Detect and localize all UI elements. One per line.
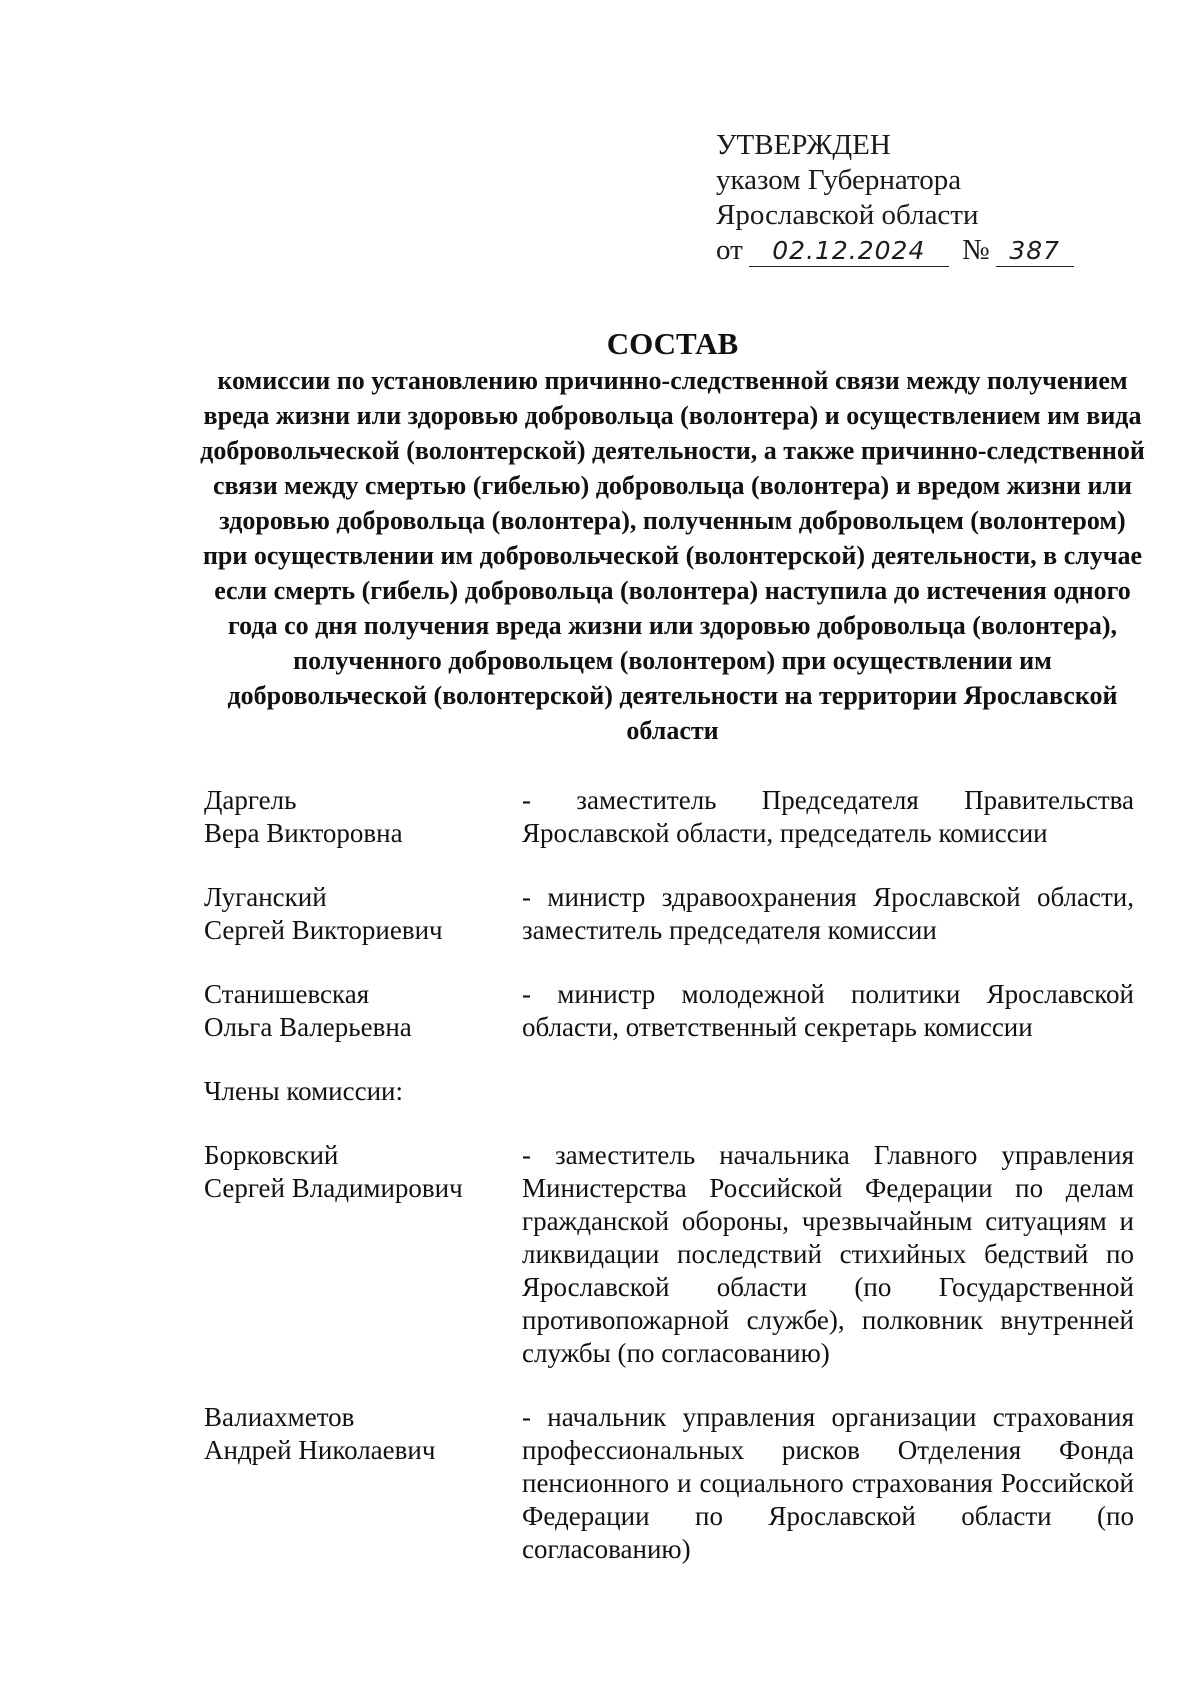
member-row [204,881,1134,947]
member-row [204,978,1134,1044]
member-given-name: Сергей Викториевич [204,915,443,945]
approval-region: Ярославской области [716,199,979,231]
handwritten-number: 387 [996,236,1074,267]
member-role: - министр молодежной политики Ярославской области, ответственный секретарь комиссии [522,979,1134,1042]
member-surname: Борковский [204,1140,339,1170]
member-name [204,978,522,1044]
member-role: - министр здравоохранения Ярославской области, заместитель председателя комиссии [522,882,1134,945]
number-sign: № [962,234,990,266]
member-surname: Луганский [204,882,327,912]
member-name [204,1139,522,1370]
member-name [204,881,522,947]
member-given-name: Андрей Николаевич [204,1435,436,1465]
approval-stamp [716,128,1074,268]
date-prefix: от [716,234,743,266]
member-role: - начальник управления организации страхования профессиональных рисков Отделения Фонда пенсионного и социального страхования Российской Федерации по Ярославской области (по согласованию) [522,1402,1134,1564]
document-title: СОСТАВ [606,326,739,361]
member-name [204,784,522,850]
member-row [204,1401,1134,1566]
commission-list [204,784,1134,1566]
handwritten-date: 02.12.2024 [749,236,949,267]
member-role: - заместитель Председателя Правительства Ярославской области, председатель комиссии [522,785,1134,848]
members-heading: Члены комиссии: [204,1076,403,1106]
document-subtitle: комиссии по установлению причинно-следственной связи между получением вреда жизни или здоровью добровольца (волонтера) и осуществлением им вида добровольческой (волонтерской) деятельности, а также причинно-следственной связи между смертью (гибелью) добровольца (волонтера) и вредом жизни или здоровью добровольца (волонтера), полученным добровольцем (волонтером) при осуществлении им добровольческой (волонтерской) деятельности, в случае если смерть (гибель) добровольца (волонтера) наступила до истечения одного года со дня получения вреда жизни или здоровью добровольца (волонтера), полученного добровольцем (волонтером) при осуществлении им добровольческой (волонтерской) деятельности на территории Ярославской области [200,366,1145,745]
member-surname: Валиахметов [204,1402,355,1432]
member-given-name: Сергей Владимирович [204,1173,463,1203]
member-surname: Даргель [204,785,297,815]
approval-date-line [716,233,1074,268]
member-given-name: Ольга Валерьевна [204,1012,412,1042]
member-given-name: Вера Викторовна [204,818,403,848]
approval-heading: УТВЕРЖДЕН [716,129,891,161]
member-role: - заместитель начальника Главного управления Министерства Российской Федерации по делам гражданской обороны, чрезвычайным ситуациям и ликвидации последствий стихийных бедствий по Ярославской области (по Государственной противопожарной службе), полковник внутренней службы (по согласованию) [522,1140,1134,1368]
member-row [204,784,1134,850]
approval-decree: указом Губернатора [716,164,962,196]
member-row [204,1139,1134,1370]
member-name [204,1401,522,1566]
member-surname: Станишевская [204,979,370,1009]
